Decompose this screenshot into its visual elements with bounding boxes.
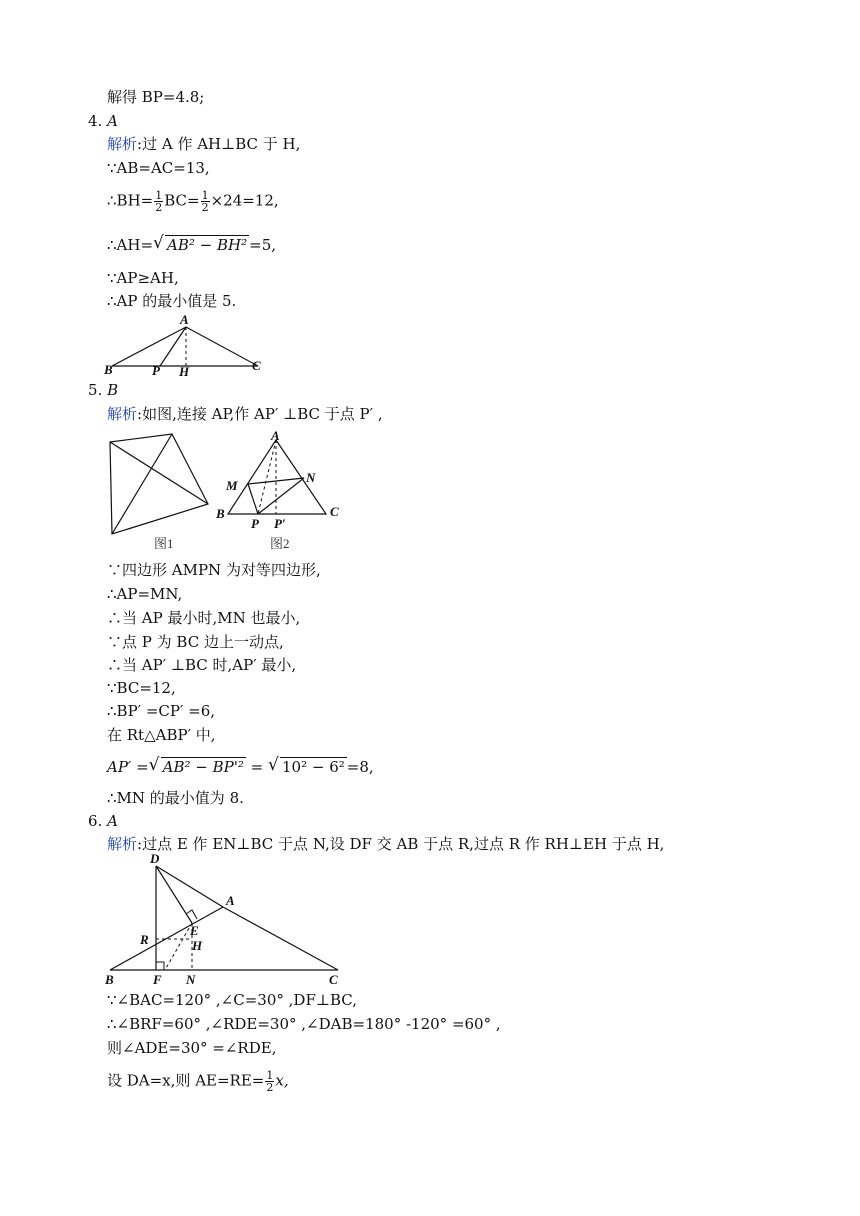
sqrt-expression-3: √ 10² − 6² (268, 755, 345, 776)
fig5-caption-1: 图1 (154, 536, 174, 551)
fig6-label-D: D (150, 852, 160, 866)
fig6-label-B: B (105, 972, 114, 987)
q4-line-3 (107, 190, 279, 213)
q4-line-5: ∵AP≥AH, (107, 269, 179, 287)
fig4-label-A: A (180, 312, 189, 327)
q5-line-10a: AP′ = (107, 758, 149, 776)
q5-answer: B (107, 381, 119, 399)
fig5-caption-2: 图2 (270, 536, 290, 551)
q6-line-5 (107, 1070, 289, 1093)
frac-den: 2 (155, 201, 163, 214)
q4-line-3a: ∴BH= (107, 191, 154, 210)
sqrt-radicand: AB² − BH² (167, 236, 248, 254)
q4-answer: A (107, 112, 118, 130)
fig6-label-R: R (140, 932, 149, 947)
q4-line-6: ∴AP 的最小值是 5. (107, 292, 237, 310)
fig4-label-B: B (104, 362, 113, 377)
frac-num: 1 (155, 189, 163, 202)
sqrt-expression-2: √ AB² − BP'² (148, 755, 244, 776)
fig5-label-N: N (306, 470, 316, 485)
fig5-label-P: P (251, 516, 259, 531)
frac-num-2: 1 (201, 189, 209, 202)
fig5-label-A: A (271, 428, 280, 443)
fig5-label-P-prime: P′ (274, 516, 286, 531)
q4-line-4a: ∴AH= (107, 236, 154, 254)
q6-line-5b: x, (275, 1071, 289, 1090)
line-result: 解得 BP=4.8; (107, 88, 205, 106)
q6-analysis-label: 解析 (107, 835, 138, 853)
q5-number-text: 5. (88, 381, 103, 399)
fraction-half (154, 190, 163, 213)
q5-line-2: ∵四边形 AMPN 为对等四边形, (107, 561, 321, 579)
q6-line-1 (107, 834, 664, 854)
frac-num-3: 1 (266, 1069, 274, 1082)
q5-line-4: ∴当 AP 最小时,MN 也最小, (107, 609, 301, 627)
q4-number (88, 111, 118, 131)
q5-line-3: ∴AP=MN, (107, 585, 183, 603)
q5-line-1-text: :如图,连接 AP,作 AP′ ⊥BC 于点 P′ , (137, 405, 383, 423)
q5-line-10b: =8, (346, 758, 374, 776)
fig5-label-B: B (216, 506, 225, 521)
q5-line-5: ∵点 P 为 BC 边上一动点, (107, 633, 284, 651)
q6-line-1-text: :过点 E 作 EN⊥BC 于点 N,设 DF 交 AB 于点 R,过点 R 作 RH⊥EH 于点 H, (137, 835, 665, 853)
q4-line-4 (107, 235, 276, 255)
fig6-label-C: C (329, 972, 338, 987)
q5-line-6: ∴当 AP′ ⊥BC 时,AP′ 最小, (107, 656, 297, 674)
sqrt-radicand-2: AB² − BP'² (162, 758, 244, 776)
q5-line-1 (107, 404, 383, 424)
q5-line-10 (107, 757, 374, 777)
q4-line-3b: BC= (164, 191, 200, 210)
fig4-label-P: P (152, 363, 160, 378)
frac-den-3: 2 (266, 1081, 274, 1094)
q6-answer: A (107, 812, 118, 830)
fig5-label-C: C (330, 504, 339, 519)
fig4-label-H: H (179, 364, 190, 378)
fig4-label-C: C (252, 358, 261, 373)
q5-line-10-eq: = (245, 758, 269, 776)
q6-line-2: ∵∠BAC=120° ,∠C=30° ,DF⊥BC, (107, 991, 357, 1009)
fraction-half-2 (201, 190, 210, 213)
fig5-label-M: M (226, 478, 238, 493)
fig6-label-E: E (190, 923, 199, 938)
fig6-label-N: N (186, 972, 196, 987)
q6-line-5a: 设 DA=x,则 AE=RE= (107, 1071, 265, 1090)
q4-line-1-text: :过 A 作 AH⊥BC 于 H, (137, 135, 301, 153)
q4-line-4b: =5, (249, 236, 277, 254)
figure-q6 (100, 852, 350, 992)
sqrt-expression: √ AB² − BH² (153, 233, 248, 254)
q5-line-9: 在 Rt△ABP′ 中, (107, 726, 216, 744)
q4-line-3c: ×24=12, (210, 191, 279, 210)
q6-line-3: ∴∠BRF=60° ,∠RDE=30° ,∠DAB=180° -120° =60° , (107, 1015, 501, 1033)
frac-den-2: 2 (201, 201, 209, 214)
q4-line-2: ∵AB=AC=13, (107, 159, 210, 177)
q5-number (88, 380, 118, 400)
q4-analysis-label: 解析 (107, 135, 138, 153)
sqrt-radicand-3: 10² − 6² (282, 758, 345, 776)
fig6-label-H: H (192, 938, 203, 953)
q4-number-text: 4. (88, 112, 103, 130)
fraction-half-3 (265, 1070, 274, 1093)
q6-number (88, 811, 118, 831)
q5-analysis-label: 解析 (107, 405, 138, 423)
fig6-label-A: A (226, 893, 235, 908)
q6-line-4: 则∠ADE=30° =∠RDE, (107, 1039, 277, 1057)
figure-q5 (100, 428, 360, 554)
q5-line-11: ∴MN 的最小值为 8. (107, 789, 244, 807)
fig6-label-F: F (153, 972, 162, 987)
q5-line-8: ∴BP′ =CP′ =6, (107, 702, 216, 720)
figure-q4-triangle (100, 308, 270, 378)
q6-number-text: 6. (88, 812, 103, 830)
q4-line-1 (107, 134, 300, 154)
q5-line-7: ∵BC=12, (107, 679, 176, 697)
